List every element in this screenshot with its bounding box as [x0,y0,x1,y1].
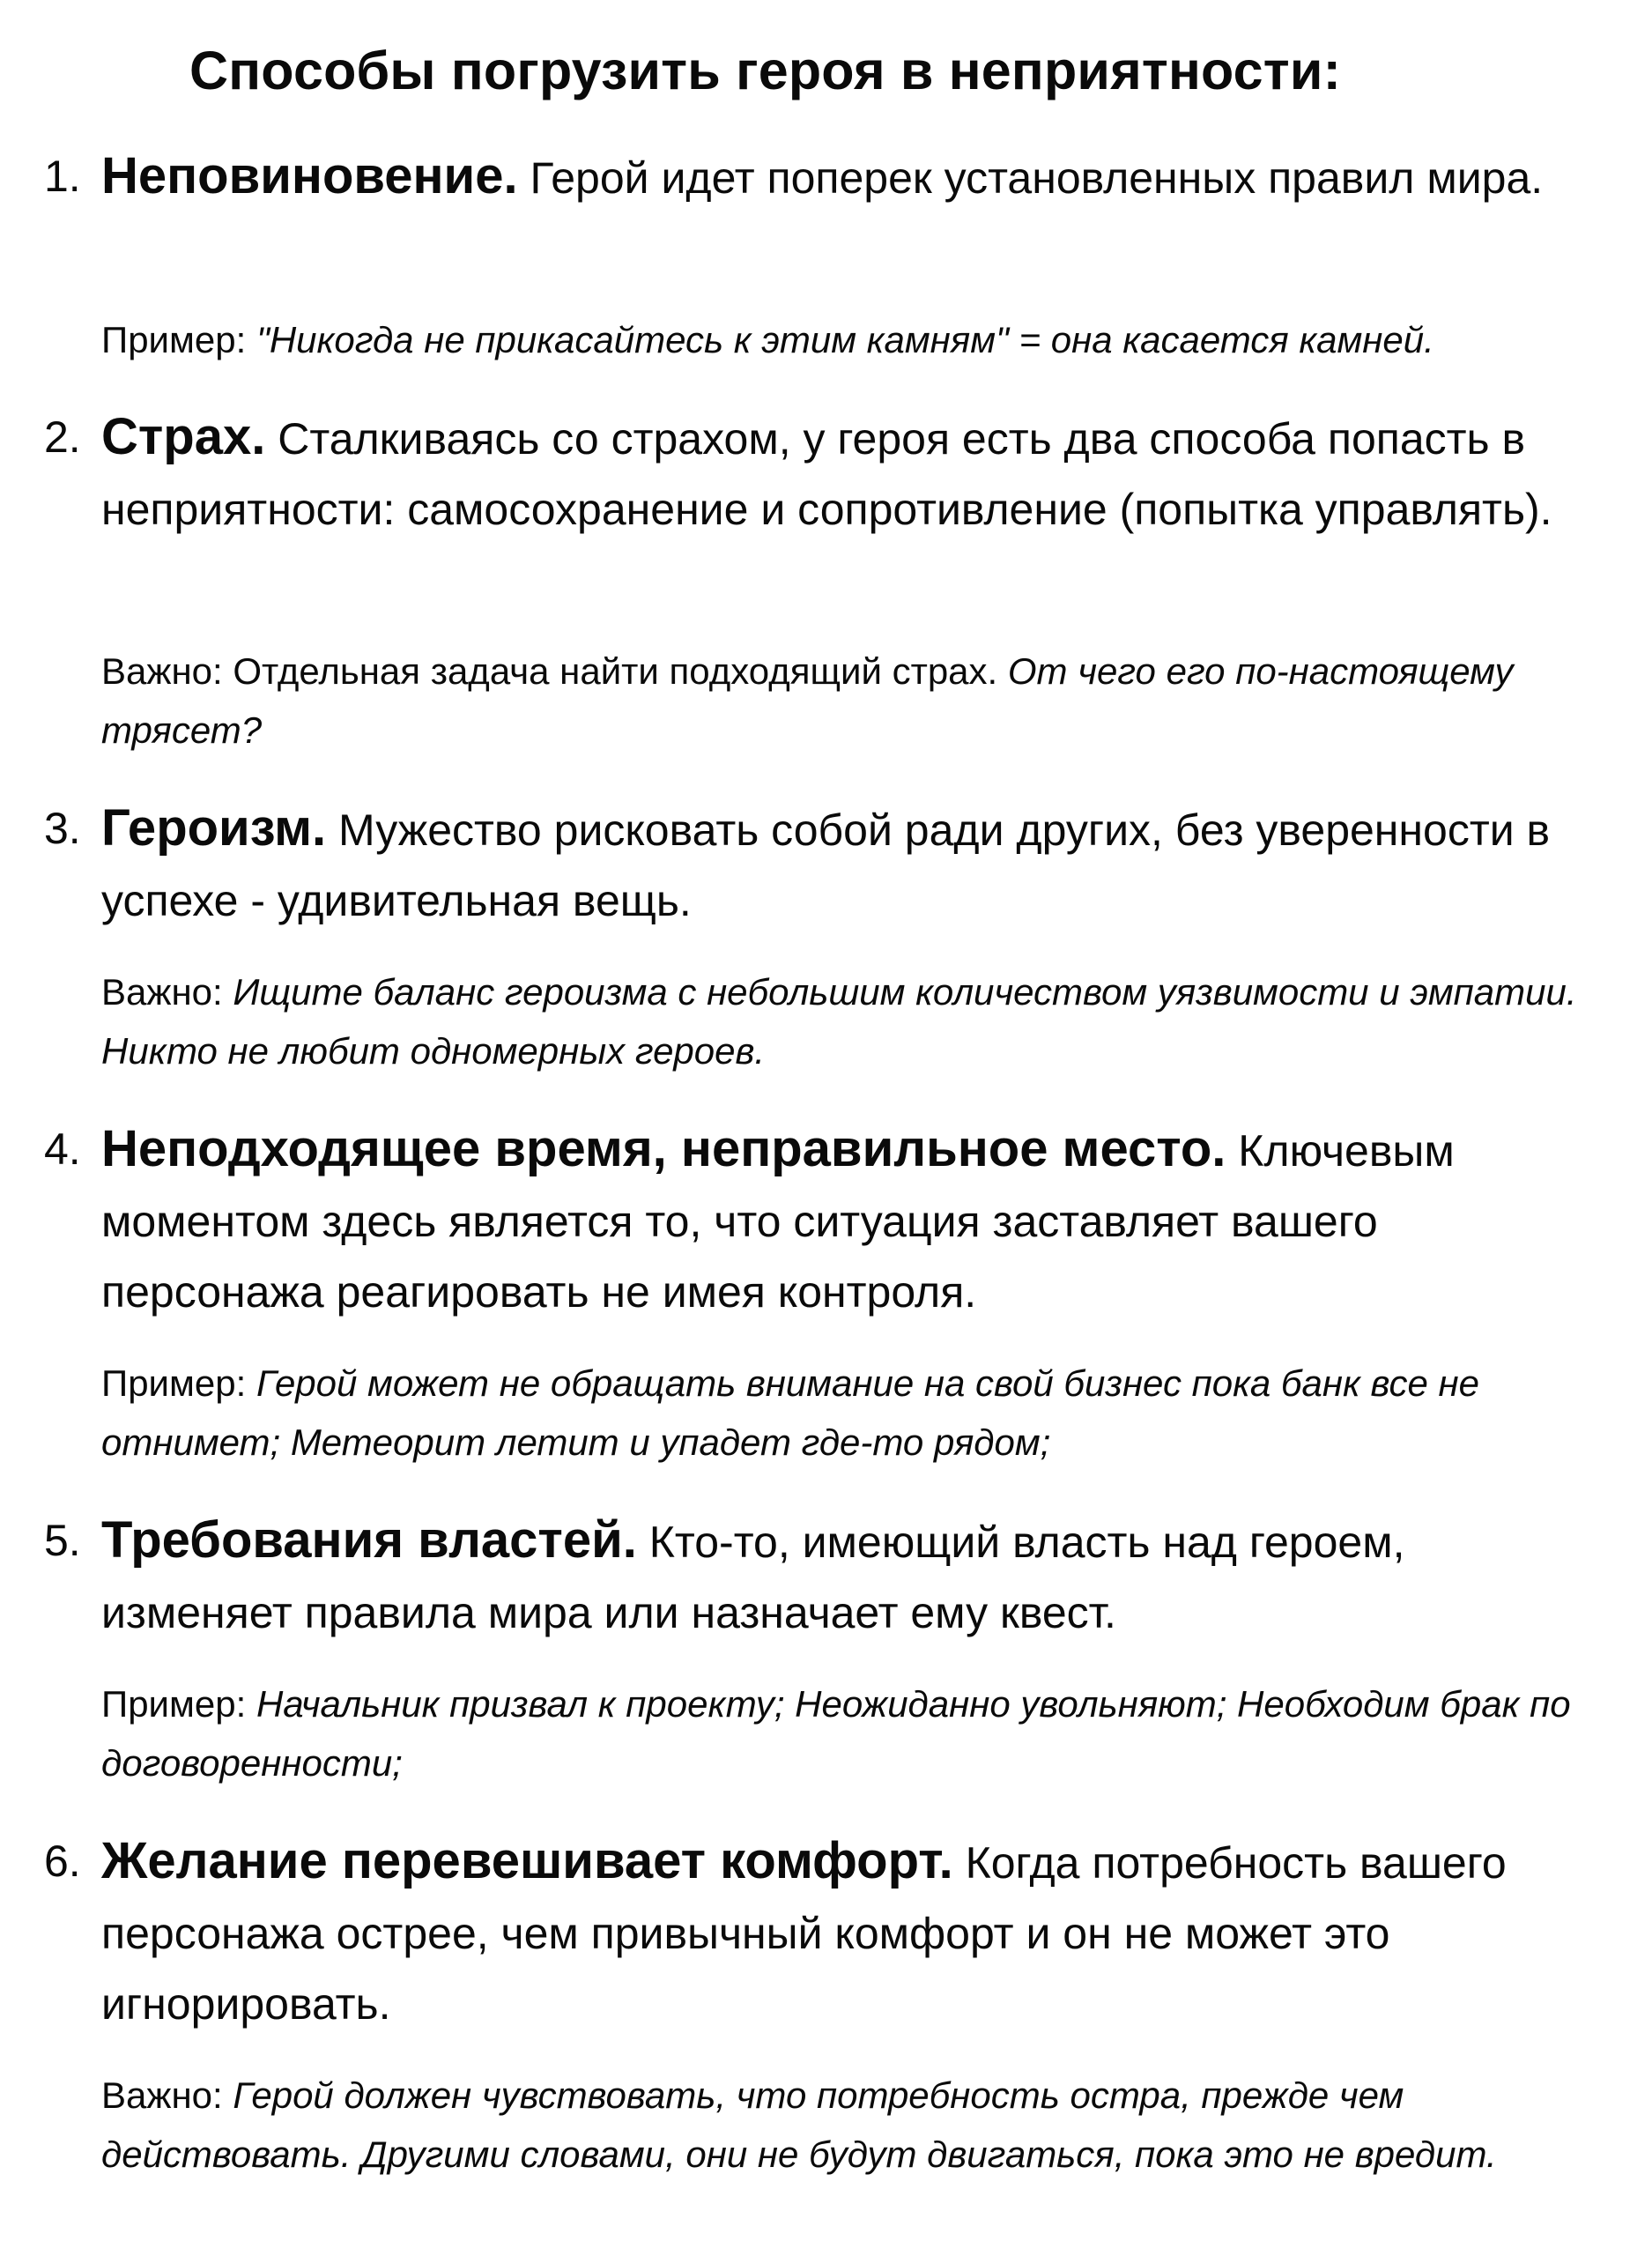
item-text: Сталкиваясь со страхом, у героя есть два способа попасть в неприятности: самосохранение и сопротивление (попытка управлять). [101,414,1552,534]
item-body [101,793,1599,936]
item-note-6 [101,2066,1639,2184]
note-italic: Герой может не обращать внимание на свой бизнес пока банк все не отнимет; Метеорит летит и упадет где-то рядом; [101,1362,1480,1463]
item-heading: Страх. [101,408,266,465]
item-body [101,402,1599,545]
note-label: Важно: [101,650,233,692]
item-text: Кто-то, имеющий власть над героем, изменяет правила мира или назначает ему квест. [101,1518,1405,1637]
page-title: Способы погрузить героя в неприятности: [189,41,1342,100]
note-label: Важно: [101,2074,233,2116]
note-label: Важно: [101,971,233,1013]
item-text: Мужество рисковать собой ради других, без уверенности в успехе - удивительная вещь. [101,805,1551,925]
item-body [101,1505,1599,1648]
item-number: 6. [44,1837,81,1886]
item-note-3 [101,962,1639,1080]
note-italic: Ищите баланс героизма с небольшим количеством уязвимости и эмпатии. Никто не любит одномерных героев. [101,971,1577,1072]
note-italic: "Никогда не прикасайтесь к этим камням" = она касается камней. [256,319,1434,360]
note-plain: Отдельная задача найти подходящий страх. [233,650,1008,692]
item-body [101,1114,1599,1327]
note-italic: Начальник призвал к проекту; Неожиданно увольняют; Необходим брак по договоренности; [101,1683,1571,1784]
item-body [101,1826,1599,2039]
note-italic: Герой должен чувствовать, что потребность остра, прежде чем действовать. Другими словами, они не будут двигаться, пока это не вредит. [101,2074,1497,2175]
item-note-5 [101,1674,1639,1792]
item-text: Когда потребность вашего персонажа острее, чем привычный комфорт и он не может это игнорировать. [101,1838,1507,2029]
item-note-2 [101,642,1639,760]
item-note-4 [101,1354,1639,1472]
item-text: Герой идет поперек установленных правил мира. [517,153,1544,203]
note-label: Пример: [101,319,256,360]
note-label: Пример: [101,1362,256,1404]
note-label: Пример: [101,1683,256,1725]
item-number: 2. [44,412,81,462]
item-number: 4. [44,1124,81,1174]
note-italic: От чего его по-настоящему трясет? [101,650,1514,751]
item-heading: Неподходящее время, неправильное место. [101,1120,1226,1177]
item-heading: Требования властей. [101,1511,637,1569]
item-note-1 [101,310,1639,369]
item-heading: Неповиновение. [101,147,518,204]
item-number: 3. [44,804,81,853]
item-heading: Желание перевешивает комфорт. [101,1832,953,1889]
item-body [101,141,1599,213]
item-number: 1. [44,152,81,201]
item-text: Ключевым моментом здесь является то, что ситуация заставляет вашего персонажа реагировать не имея контроля. [101,1126,1455,1317]
item-heading: Героизм. [101,799,327,857]
item-number: 5. [44,1516,81,1565]
